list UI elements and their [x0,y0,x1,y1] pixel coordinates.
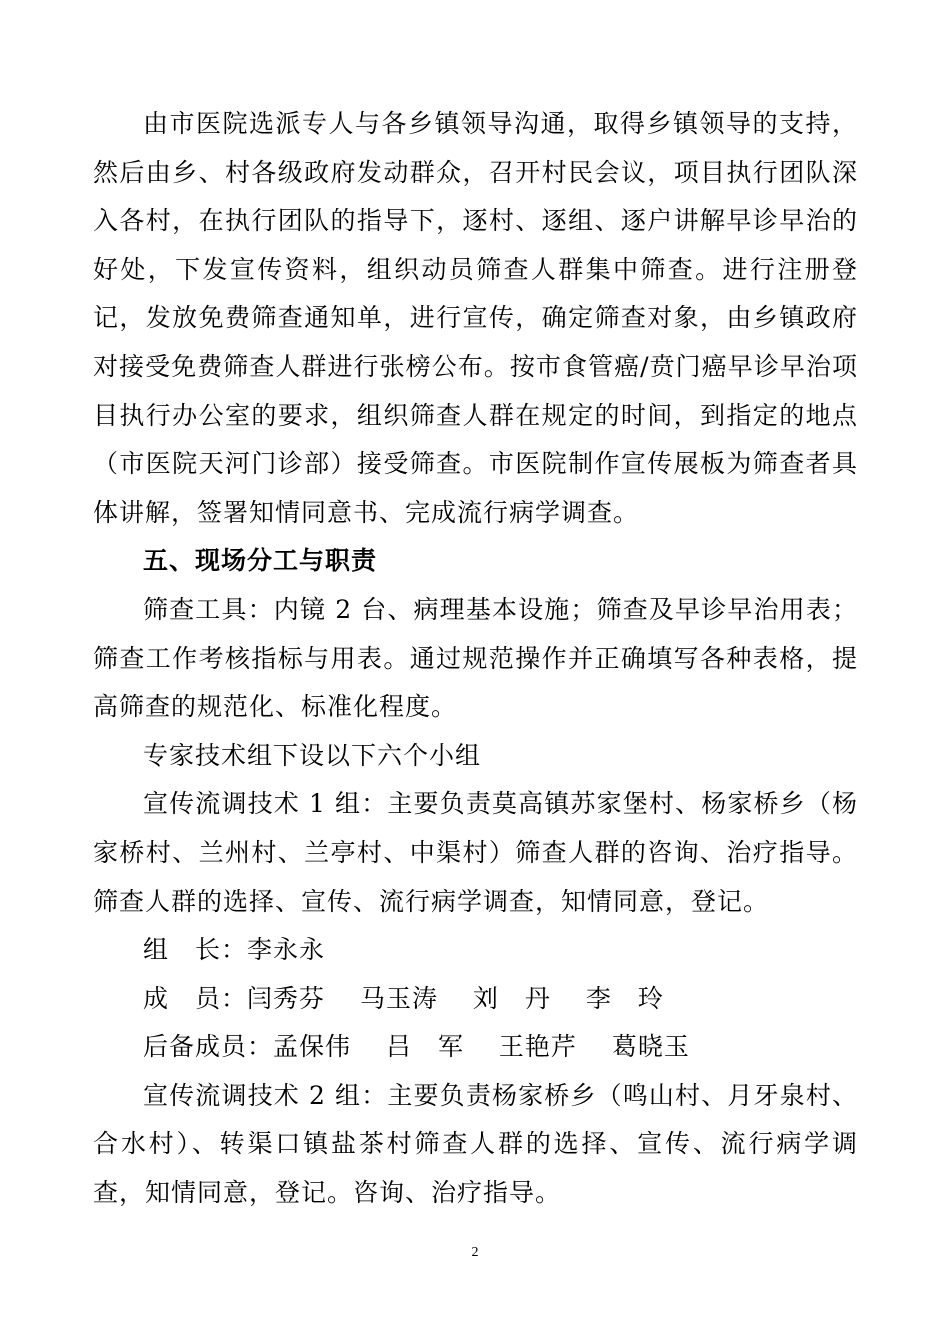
paragraph-group-1: 宣传流调技术 1 组：主要负责莫高镇苏家堡村、杨家桥乡（杨家桥村、兰州村、兰亭村、中渠村）筛查人群的咨询、治疗指导。筛查人群的选择、宣传、流行病学调查，知情同意，登记。 [93,789,858,916]
paragraph-groups-intro: 专家技术组下设以下六个小组 [143,740,482,770]
group-1-leader: 组 长：李永永 [143,935,326,965]
paragraph-group-2: 宣传流调技术 2 组：主要负责杨家桥乡（鸣山村、月牙泉村、合水村）、转渠口镇盐茶村筛查人群的选择、宣传、流行病学调查，知情同意，登记。咨询、治疗指导。 [93,1080,858,1208]
page-number: 2 [471,1245,479,1260]
section-heading-division-of-labor: 五、现场分工与职责 [143,546,378,576]
group-1-backup-members: 后备成员：孟保伟 吕 军 王艳芹 葛晓玉 [143,1032,690,1062]
group-1-members: 成 员：闫秀芬 马玉涛 刘 丹 李 玲 [143,983,664,1013]
paragraph-mobilization: 由市医院选派专人与各乡镇领导沟通，取得乡镇领导的支持，然后由乡、村各级政府发动群众，召开村民会议，项目执行团队深入各村，在执行团队的指导下，逐村、逐组、逐户讲解早诊早治的好处，下发宣传资料，组织动员筛查人群集中筛查。进行注册登记，发放免费筛查通知单，进行宣传，确定筛查对象，由乡镇政府对接受免费筛查人群进行张榜公布。按市食管癌/贲门癌早诊早治项目执行办公室的要求，组织筛查人群在规定的时间，到指定的地点（市医院天河门诊部）接受筛查。市医院制作宣传展板为筛查者具体讲解，签署知情同意书、完成流行病学调查。 [93,109,858,527]
paragraph-screening-tools: 筛查工具：内镜 2 台、病理基本设施；筛查及早诊早治用表；筛查工作考核指标与用表。通过规范操作并正确填写各种表格，提高筛查的规范化、标准化程度。 [93,594,858,722]
document-body [93,100,858,1218]
